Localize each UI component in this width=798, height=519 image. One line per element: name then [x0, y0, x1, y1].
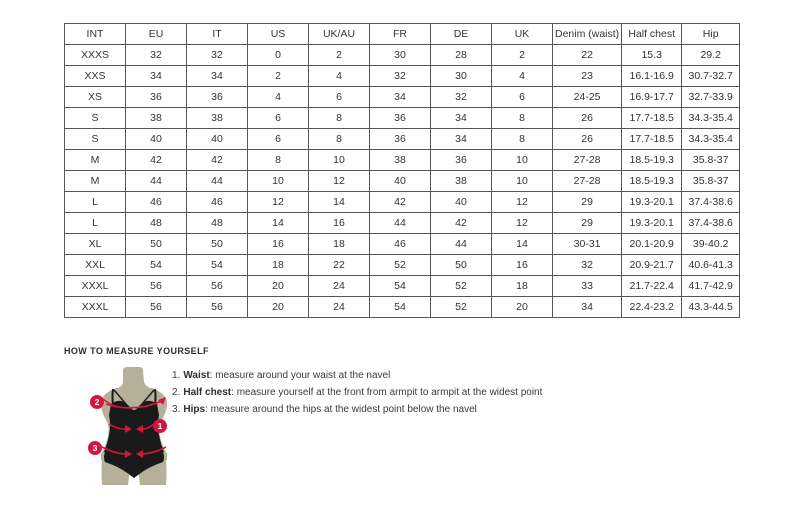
table-cell: 34.3-35.4 — [682, 129, 740, 150]
table-row — [65, 129, 740, 150]
table-cell: L — [65, 213, 126, 234]
table-cell: 15.3 — [622, 45, 682, 66]
step-text: : measure yourself at the front from armpit to armpit at the widest point — [231, 387, 543, 398]
table-cell: 6 — [492, 87, 553, 108]
table-row — [65, 87, 740, 108]
table-row — [65, 192, 740, 213]
step-number: 1. — [172, 370, 181, 381]
camisole-strap-left — [113, 389, 114, 405]
table-cell: 6 — [248, 108, 309, 129]
column-header: EU — [126, 24, 187, 45]
badge-1-number: 1 — [157, 421, 163, 431]
table-cell: XXL — [65, 255, 126, 276]
table-cell: 52 — [370, 255, 431, 276]
table-cell: 20 — [248, 276, 309, 297]
table-cell: 18 — [309, 234, 370, 255]
table-row — [65, 171, 740, 192]
table-cell: 12 — [248, 192, 309, 213]
badge-2-number: 2 — [94, 397, 100, 407]
table-cell: 38 — [370, 150, 431, 171]
table-cell: 4 — [309, 66, 370, 87]
column-header: Denim (waist) — [553, 24, 622, 45]
step-text: : measure around your waist at the navel — [209, 370, 391, 381]
table-cell: 34 — [553, 297, 622, 318]
table-cell: 10 — [492, 171, 553, 192]
measurement-figure — [76, 363, 186, 500]
table-cell: 54 — [187, 255, 248, 276]
table-cell: 22 — [553, 45, 622, 66]
table-cell: 54 — [126, 255, 187, 276]
mannequin-illustration — [76, 363, 186, 500]
table-cell: S — [65, 108, 126, 129]
table-cell: 40.6-41.3 — [682, 255, 740, 276]
table-cell: 30 — [431, 66, 492, 87]
table-cell: XXS — [65, 66, 126, 87]
table-cell: 4 — [248, 87, 309, 108]
table-cell: 50 — [187, 234, 248, 255]
table-cell: 48 — [187, 213, 248, 234]
table-cell: 12 — [309, 171, 370, 192]
table-cell: 39-40.2 — [682, 234, 740, 255]
table-cell: M — [65, 150, 126, 171]
camisole-strap-right — [155, 389, 156, 405]
table-cell: 16.1-16.9 — [622, 66, 682, 87]
table-cell: 18.5-19.3 — [622, 150, 682, 171]
table-row — [65, 213, 740, 234]
table-cell: 40 — [431, 192, 492, 213]
table-cell: 56 — [126, 297, 187, 318]
table-cell: 17.7-18.5 — [622, 129, 682, 150]
table-cell: 16.9-17.7 — [622, 87, 682, 108]
column-header: UK/AU — [309, 24, 370, 45]
table-cell: 54 — [370, 297, 431, 318]
table-row — [65, 45, 740, 66]
table-cell: 10 — [309, 150, 370, 171]
table-cell: 29.2 — [682, 45, 740, 66]
table-cell: 18 — [492, 276, 553, 297]
table-cell: 37.4-38.6 — [682, 192, 740, 213]
size-chart-table — [64, 23, 740, 318]
table-cell: 37.4-38.6 — [682, 213, 740, 234]
table-cell: 28 — [431, 45, 492, 66]
measurement-step-half-chest — [172, 388, 542, 398]
section-title: HOW TO MEASURE YOURSELF — [64, 346, 209, 356]
measurement-step-hips — [172, 405, 542, 415]
table-cell: 36 — [370, 129, 431, 150]
step-label: Waist — [183, 370, 210, 381]
table-cell: XXXL — [65, 276, 126, 297]
table-cell: 44 — [187, 171, 248, 192]
table-cell: 20.1-20.9 — [622, 234, 682, 255]
table-cell: 36 — [187, 87, 248, 108]
table-cell: 21.7-22.4 — [622, 276, 682, 297]
table-cell: 20 — [248, 297, 309, 318]
table-cell: 8 — [492, 108, 553, 129]
table-row — [65, 108, 740, 129]
table-cell: 26 — [553, 129, 622, 150]
table-cell: 19.3-20.1 — [622, 192, 682, 213]
table-cell: 8 — [309, 129, 370, 150]
table-cell: 20 — [492, 297, 553, 318]
table-cell: 2 — [248, 66, 309, 87]
table-cell: 40 — [126, 129, 187, 150]
table-cell: 41.7-42.9 — [682, 276, 740, 297]
table-cell: 27-28 — [553, 171, 622, 192]
table-cell: 43.3-44.5 — [682, 297, 740, 318]
table-cell: 52 — [431, 276, 492, 297]
table-row — [65, 297, 740, 318]
step-label: Hips — [183, 404, 206, 415]
table-cell: 18 — [248, 255, 309, 276]
table-cell: 6 — [248, 129, 309, 150]
table-cell: 32 — [370, 66, 431, 87]
table-cell: 22 — [309, 255, 370, 276]
table-cell: 38 — [431, 171, 492, 192]
table-row — [65, 66, 740, 87]
column-header: FR — [370, 24, 431, 45]
table-cell: 40 — [370, 171, 431, 192]
mannequin-neck — [116, 367, 152, 389]
table-cell: 14 — [248, 213, 309, 234]
table-cell: 6 — [309, 87, 370, 108]
table-cell: 16 — [309, 213, 370, 234]
column-header: US — [248, 24, 309, 45]
table-cell: 40 — [187, 129, 248, 150]
table-cell: 46 — [126, 192, 187, 213]
table-cell: 42 — [126, 150, 187, 171]
table-cell: 32 — [431, 87, 492, 108]
step-label: Half chest — [183, 387, 232, 398]
table-cell: 36 — [370, 108, 431, 129]
table-cell: 46 — [187, 192, 248, 213]
table-cell: XL — [65, 234, 126, 255]
table-header-row — [65, 24, 740, 45]
table-cell: 8 — [248, 150, 309, 171]
table-cell: 32 — [187, 45, 248, 66]
table-cell: 32 — [553, 255, 622, 276]
table-cell: 34.3-35.4 — [682, 108, 740, 129]
table-cell: 46 — [370, 234, 431, 255]
table-cell: 38 — [187, 108, 248, 129]
table-cell: 8 — [309, 108, 370, 129]
table-cell: 32 — [126, 45, 187, 66]
column-header: DE — [431, 24, 492, 45]
badge-3-number: 3 — [92, 443, 98, 453]
table-cell: 30-31 — [553, 234, 622, 255]
table-cell: 23 — [553, 66, 622, 87]
table-cell: S — [65, 129, 126, 150]
table-cell: 56 — [187, 276, 248, 297]
table-cell: 16 — [248, 234, 309, 255]
table-cell: 17.7-18.5 — [622, 108, 682, 129]
table-cell: 38 — [126, 108, 187, 129]
table-cell: 19.3-20.1 — [622, 213, 682, 234]
column-header: IT — [187, 24, 248, 45]
table-cell: 48 — [126, 213, 187, 234]
table-cell: 36 — [431, 150, 492, 171]
table-cell: 29 — [553, 213, 622, 234]
table-cell: 35.8-37 — [682, 150, 740, 171]
table-cell: 42 — [187, 150, 248, 171]
table-cell: 42 — [431, 213, 492, 234]
table-cell: 0 — [248, 45, 309, 66]
table-cell: 50 — [126, 234, 187, 255]
table-cell: 12 — [492, 192, 553, 213]
table-cell: 42 — [370, 192, 431, 213]
table-cell: 56 — [126, 276, 187, 297]
table-cell: XS — [65, 87, 126, 108]
column-header: Half chest — [622, 24, 682, 45]
table-cell: 4 — [492, 66, 553, 87]
column-header: Hip — [682, 24, 740, 45]
table-cell: 20.9-21.7 — [622, 255, 682, 276]
column-header: INT — [65, 24, 126, 45]
table-cell: 34 — [187, 66, 248, 87]
table-cell: 44 — [126, 171, 187, 192]
measurement-step-waist — [172, 371, 542, 381]
table-cell: 50 — [431, 255, 492, 276]
table-cell: 10 — [248, 171, 309, 192]
table-row — [65, 150, 740, 171]
table-cell: 16 — [492, 255, 553, 276]
table-cell: 30 — [370, 45, 431, 66]
table-body — [65, 45, 740, 318]
table-cell: 24 — [309, 276, 370, 297]
step-text: : measure around the hips at the widest point below the navel — [205, 404, 477, 415]
table-row — [65, 255, 740, 276]
table-cell: 24 — [309, 297, 370, 318]
table-cell: 14 — [309, 192, 370, 213]
column-header: UK — [492, 24, 553, 45]
table-cell: 2 — [492, 45, 553, 66]
table-cell: 35.8-37 — [682, 171, 740, 192]
measurement-steps — [172, 371, 542, 422]
table-cell: XXXS — [65, 45, 126, 66]
table-cell: 44 — [370, 213, 431, 234]
table-cell: 8 — [492, 129, 553, 150]
table-cell: 44 — [431, 234, 492, 255]
table-cell: 27-28 — [553, 150, 622, 171]
table-cell: 30.7-32.7 — [682, 66, 740, 87]
table-cell: 56 — [187, 297, 248, 318]
table-cell: 34 — [431, 129, 492, 150]
table-cell: 34 — [431, 108, 492, 129]
table-cell: 10 — [492, 150, 553, 171]
table-cell: 18.5-19.3 — [622, 171, 682, 192]
table-row — [65, 276, 740, 297]
table-cell: 12 — [492, 213, 553, 234]
table-cell: 26 — [553, 108, 622, 129]
table-cell: L — [65, 192, 126, 213]
table-cell: XXXL — [65, 297, 126, 318]
step-number: 2. — [172, 387, 181, 398]
table-cell: 36 — [126, 87, 187, 108]
table-cell: 34 — [370, 87, 431, 108]
table-cell: 54 — [370, 276, 431, 297]
table-cell: 14 — [492, 234, 553, 255]
table-cell: 52 — [431, 297, 492, 318]
step-number: 3. — [172, 404, 181, 415]
table-cell: 2 — [309, 45, 370, 66]
table-cell: 29 — [553, 192, 622, 213]
table-cell: 24-25 — [553, 87, 622, 108]
table-cell: 32.7-33.9 — [682, 87, 740, 108]
table-cell: 34 — [126, 66, 187, 87]
table-cell: M — [65, 171, 126, 192]
table-cell: 33 — [553, 276, 622, 297]
table-cell: 22.4-23.2 — [622, 297, 682, 318]
table-row — [65, 234, 740, 255]
